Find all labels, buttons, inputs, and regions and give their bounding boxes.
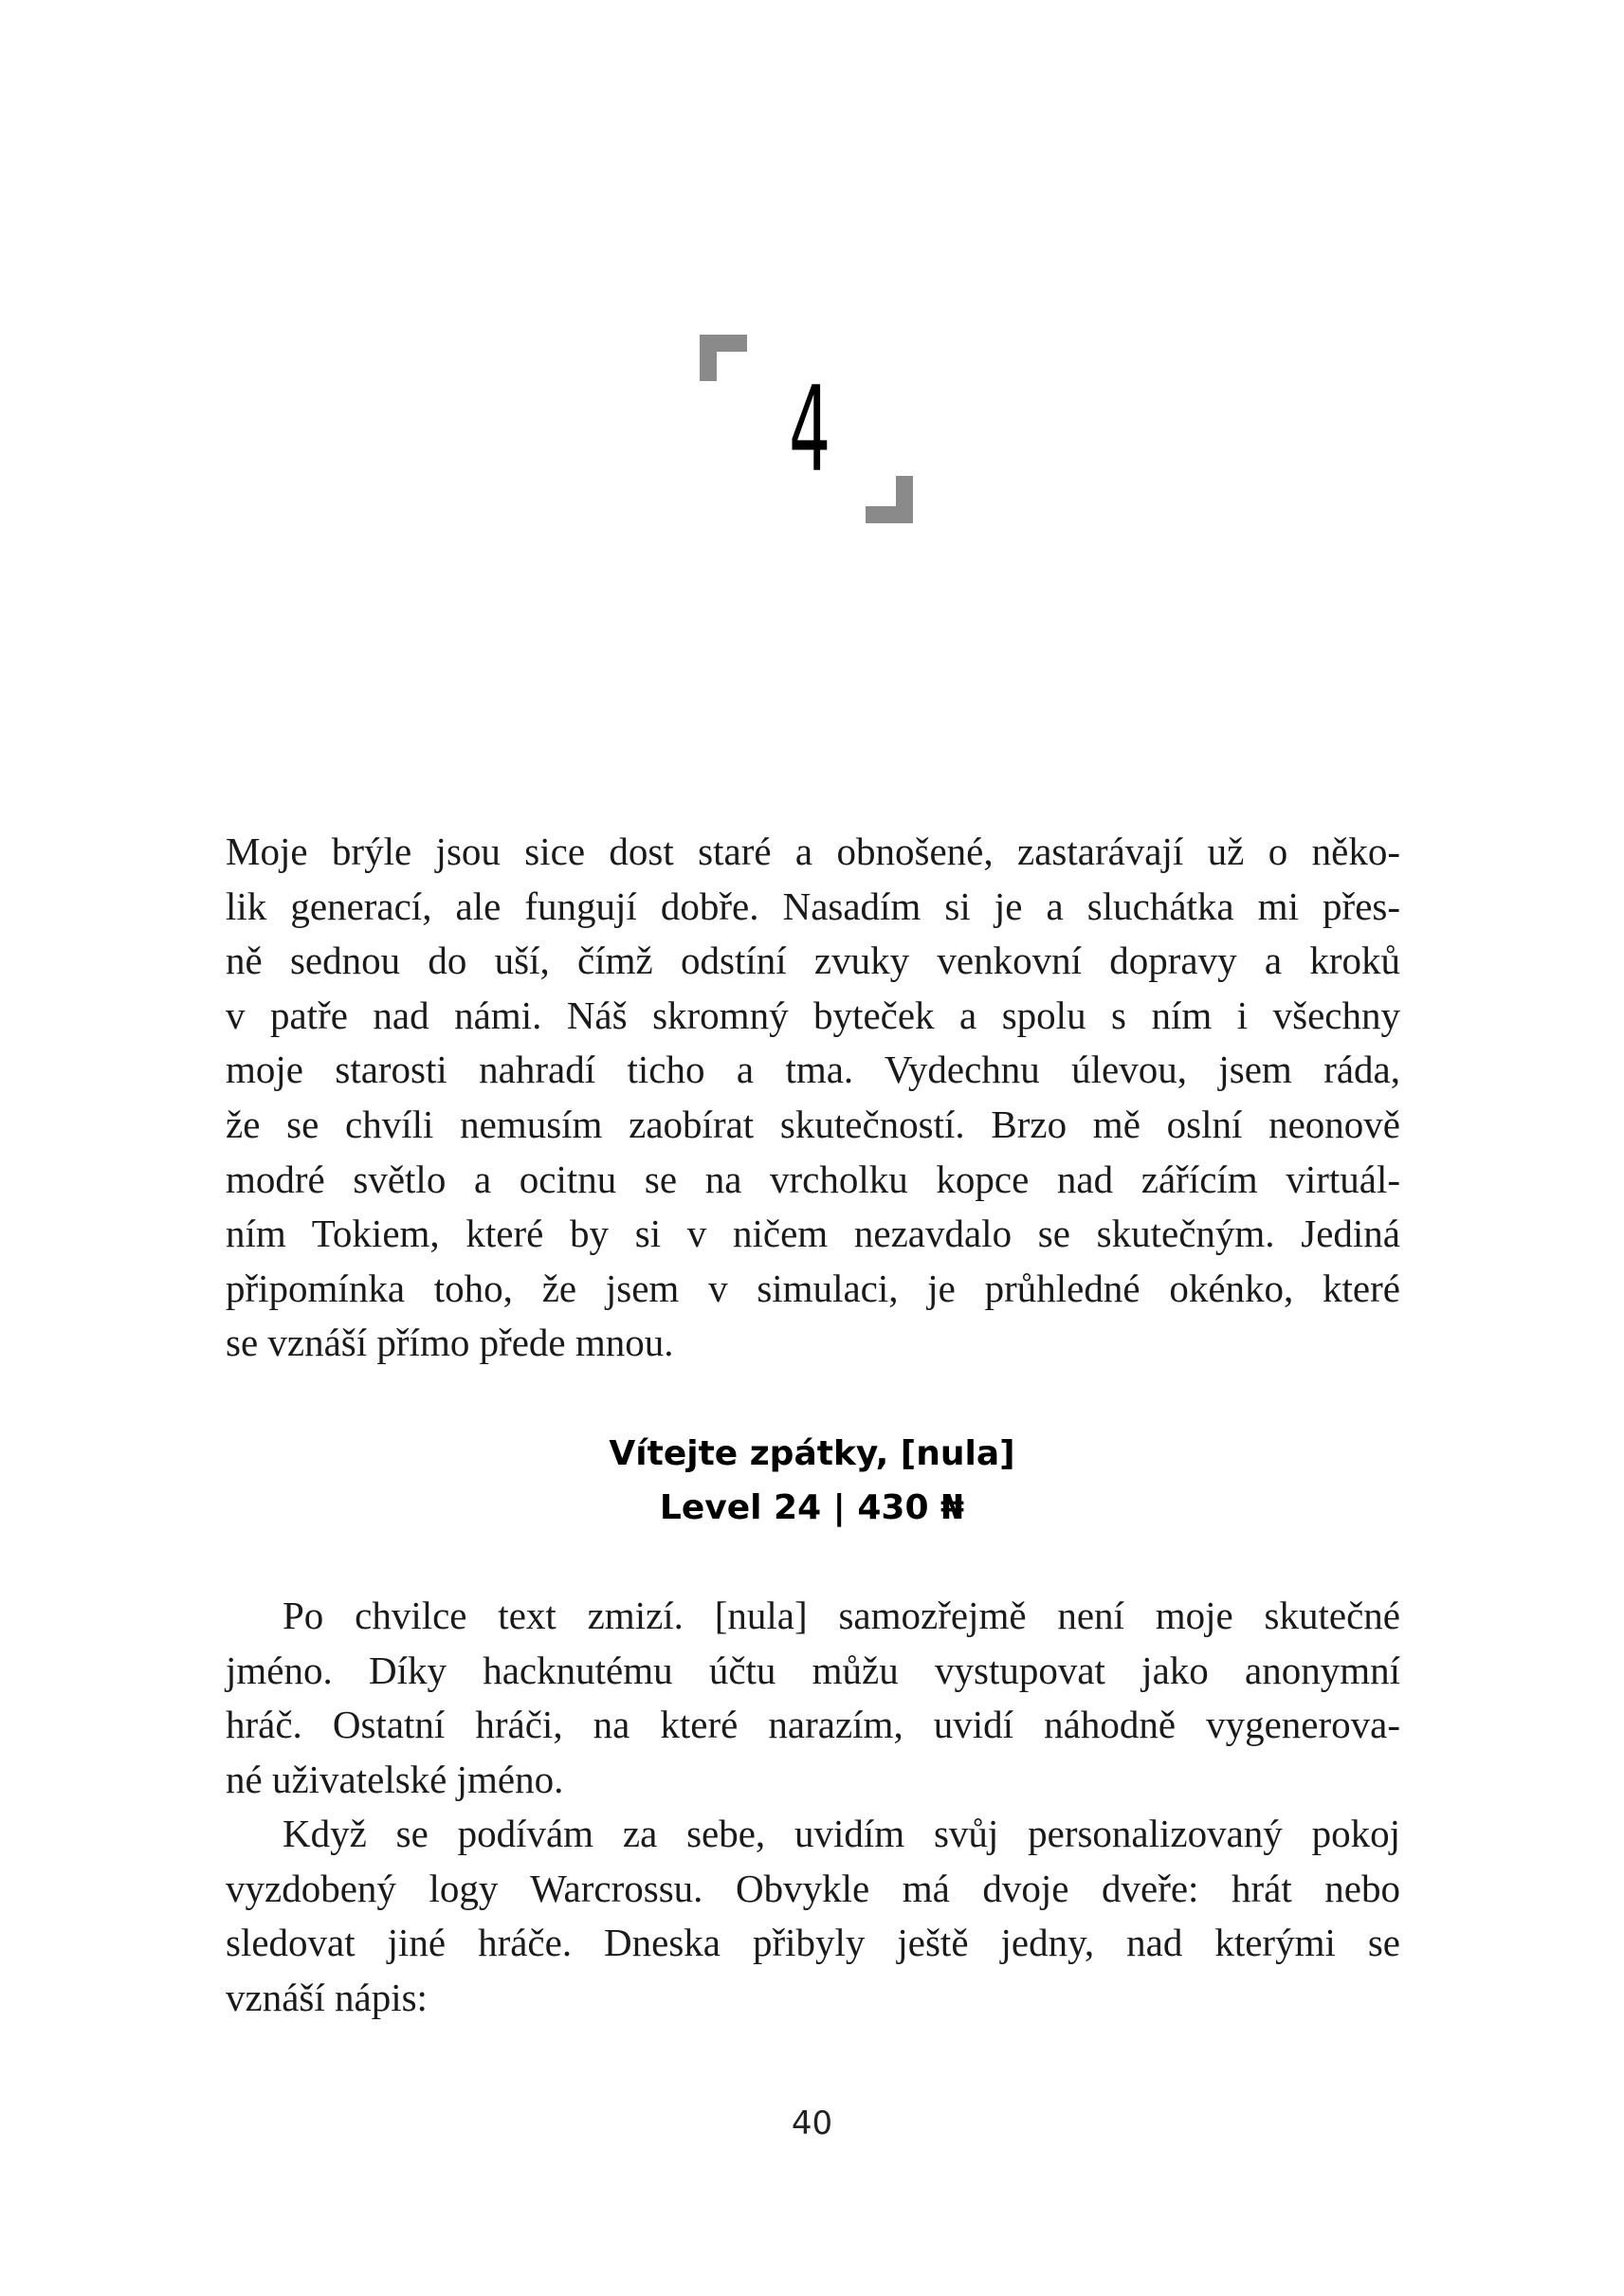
chapter-number: 4 — [789, 362, 831, 499]
text-line: modré světlo a ocitnu se na vrcholku kopce nad zářícím virtuál- — [226, 1157, 1400, 1201]
text-line: připomínka toho, že jsem v simulaci, je průhledné okénko, které — [226, 1266, 1400, 1310]
paragraph-1 — [226, 825, 1400, 1371]
text-line: vznáší nápis: — [226, 1975, 428, 2019]
text-line: jméno. Díky hacknutému účtu můžu vystupovat jako anonymní — [226, 1648, 1400, 1692]
page-number: 40 — [791, 2105, 833, 2142]
text-line: že se chvíli nemusím zaobírat skutečností. Brzo mě oslní neonově — [226, 1102, 1400, 1146]
text-line: hráč. Ostatní hráči, na které narazím, uvidí náhodně vygenerova- — [226, 1703, 1400, 1747]
text-line: ním Tokiem, které by si v ničem nezavdalo se skutečným. Jediná — [226, 1212, 1400, 1256]
text-line: v patře nad námi. Náš skromný byteček a spolu s ním i všechny — [226, 993, 1400, 1037]
system-message-line-2: Level 24 | 430 ₦ — [659, 1488, 965, 1527]
text-line: sledovat jiné hráče. Dneska přibyly ještě jedny, nad kterými se — [226, 1921, 1400, 1965]
text-line: né uživatelské jméno. — [226, 1757, 564, 1801]
text-line: se vznáší přímo přede mnou. — [226, 1321, 674, 1365]
system-message-line-1: Vítejte zpátky, [nula] — [609, 1434, 1015, 1473]
text-line: ně sednou do uší, čímž odstíní zvuky venkovní dopravy a kroků — [226, 938, 1400, 983]
text-line: moje starosti nahradí ticho a tma. Vydechnu úlevou, jsem ráda, — [226, 1048, 1400, 1092]
text-line: vyzdobený logy Warcrossu. Obvykle má dvoje dveře: hrát nebo — [226, 1866, 1400, 1910]
paragraph-2 — [226, 1589, 1400, 1807]
text-line: Moje brýle jsou sice dost staré a obnošené, zastarávají už o něko- — [226, 829, 1400, 873]
text-line: Po chvilce text zmizí. [nula] samozřejmě není moje skutečné — [283, 1594, 1400, 1637]
text-line: lik generací, ale fungují dobře. Nasadím si je a sluchátka mi přes- — [226, 884, 1400, 928]
bracket-bottom-right-v — [896, 476, 913, 523]
paragraph-3 — [226, 1807, 1400, 2025]
bracket-top-left-v — [700, 335, 717, 381]
text-line: Když se podívám za sebe, uvidím svůj personalizovaný pokoj — [283, 1812, 1400, 1855]
